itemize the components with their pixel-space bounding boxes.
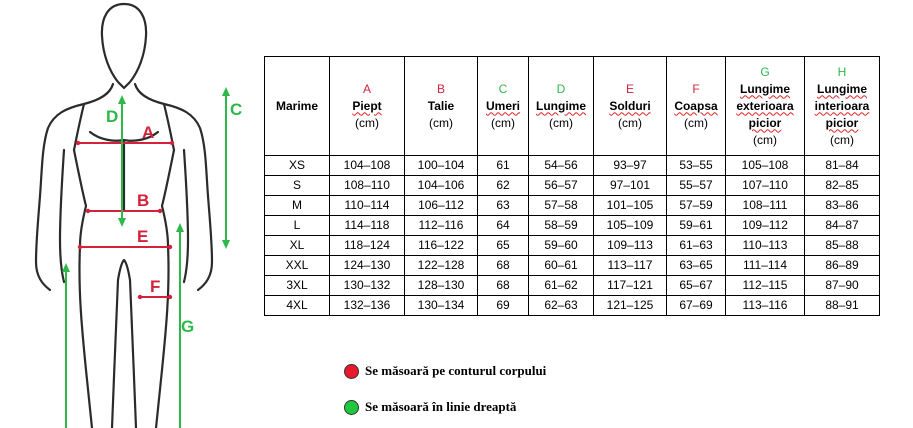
table-cell: 57–59 (667, 196, 726, 216)
table-cell: 55–57 (667, 176, 726, 196)
table-cell: 63 (478, 196, 529, 216)
green-dot-icon (344, 400, 359, 415)
table-cell: 64 (478, 216, 529, 236)
table-cell: 111–114 (726, 256, 805, 276)
table-cell: 110–113 (726, 236, 805, 256)
column-letter: E (625, 81, 634, 96)
table-cell: 114–118 (330, 216, 405, 236)
table-cell: 54–56 (529, 156, 594, 176)
head-outline (102, 4, 146, 88)
inner-leg-outline (112, 260, 136, 428)
column-name: Marime (275, 98, 319, 113)
table-cell: 130–132 (330, 276, 405, 296)
table-cell: 110–114 (330, 196, 405, 216)
table-cell: 108–110 (330, 176, 405, 196)
table-cell: 113–117 (594, 256, 667, 276)
right-arm-inner (184, 150, 188, 282)
column-unit: (cm) (491, 115, 515, 130)
label-e: E (137, 227, 149, 246)
table-cell: 112–116 (405, 216, 478, 236)
table-cell: 116–122 (405, 236, 478, 256)
table-cell: 104–106 (405, 176, 478, 196)
size-table (264, 56, 880, 316)
label-a: A (142, 123, 155, 142)
left-arm-inner (60, 150, 64, 282)
torso-left-outline (36, 84, 113, 290)
label-b: B (137, 191, 150, 210)
table-cell: 100–104 (405, 156, 478, 176)
table-cell: 112–115 (726, 276, 805, 296)
table-cell: 59–60 (529, 236, 594, 256)
label-g: G (181, 317, 195, 336)
table-cell: 113–116 (726, 296, 805, 316)
table-cell: 105–108 (726, 156, 805, 176)
column-name: Umeri (485, 98, 520, 113)
table-row (265, 196, 880, 216)
column-unit: (cm) (429, 115, 453, 130)
size-label-cell: M (265, 196, 330, 216)
table-cell: 109–113 (594, 236, 667, 256)
table-cell: 109–112 (726, 216, 805, 236)
column-unit: (cm) (830, 132, 854, 147)
table-cell: 130–134 (405, 296, 478, 316)
table-cell: 122–128 (405, 256, 478, 276)
column-unit: (cm) (753, 132, 777, 147)
column-unit: (cm) (355, 115, 379, 130)
table-cell: 56–57 (529, 176, 594, 196)
column-name: Lungime (536, 98, 586, 113)
column-unit: (cm) (618, 115, 642, 130)
table-cell: 68 (478, 256, 529, 276)
table-cell: 85–88 (805, 236, 880, 256)
table-cell: 121–125 (594, 296, 667, 316)
column-unit: (cm) (684, 115, 708, 130)
table-cell: 128–130 (405, 276, 478, 296)
table-cell: 87–90 (805, 276, 880, 296)
table-cell: 107–110 (726, 176, 805, 196)
column-name: Solduri (609, 98, 651, 113)
table-cell: 61–62 (529, 276, 594, 296)
table-cell: 106–112 (405, 196, 478, 216)
table-cell: 105–109 (594, 216, 667, 236)
table-cell: 67–69 (667, 296, 726, 316)
table-row (265, 296, 880, 316)
waist-left-outline (74, 150, 92, 428)
body-measurement-figure (0, 0, 250, 428)
column-letter: D (556, 81, 566, 96)
table-cell: 118–124 (330, 236, 405, 256)
column-header-5 (594, 57, 667, 156)
column-letter: B (436, 81, 445, 96)
column-letter: G (760, 64, 770, 79)
table-cell: 60–61 (529, 256, 594, 276)
table-cell: 104–108 (330, 156, 405, 176)
table-row (265, 236, 880, 256)
table-cell: 84–87 (805, 216, 880, 236)
table-cell: 86–89 (805, 256, 880, 276)
table-cell: 97–101 (594, 176, 667, 196)
size-label-cell: XS (265, 156, 330, 176)
legend-curve (344, 363, 546, 379)
column-header-6 (667, 57, 726, 156)
column-name: Lungime exterioara picior (736, 81, 794, 130)
table-row (265, 276, 880, 296)
column-letter: F (692, 81, 700, 96)
column-unit: (cm) (549, 115, 573, 130)
column-letter: H (837, 64, 847, 79)
table-cell: 117–121 (594, 276, 667, 296)
size-label-cell: S (265, 176, 330, 196)
label-c: C (230, 100, 243, 119)
size-label-cell: XXL (265, 256, 330, 276)
column-name: Talie (427, 98, 455, 113)
column-header-7 (726, 57, 805, 156)
table-cell: 108–111 (726, 196, 805, 216)
table-cell: 62 (478, 176, 529, 196)
column-header-8 (805, 57, 880, 156)
table-row (265, 156, 880, 176)
column-header-3 (478, 57, 529, 156)
body-outline-svg (0, 0, 250, 428)
column-letter: A (362, 81, 371, 96)
table-cell: 83–86 (805, 196, 880, 216)
red-dot-icon (344, 364, 359, 379)
table-cell: 93–97 (594, 156, 667, 176)
table-cell: 63–65 (667, 256, 726, 276)
table-cell: 53–55 (667, 156, 726, 176)
table-cell: 57–58 (529, 196, 594, 216)
table-cell: 81–84 (805, 156, 880, 176)
column-header-0 (265, 57, 330, 156)
size-label-cell: XL (265, 236, 330, 256)
legend-straight (344, 399, 516, 415)
size-label-cell: 4XL (265, 296, 330, 316)
label-f: F (150, 277, 161, 296)
table-body (265, 156, 880, 316)
column-name: Lungime interioara picior (814, 81, 870, 130)
legend-straight-text: Se măsoară în linie dreaptă (365, 399, 517, 414)
legend-curve-text: Se măsoară pe conturul corpului (365, 363, 547, 378)
table-cell: 61–63 (667, 236, 726, 256)
torso-right-outline (135, 84, 212, 290)
table-cell: 58–59 (529, 216, 594, 236)
column-letter: C (498, 81, 508, 96)
table-cell: 65 (478, 236, 529, 256)
table-cell: 59–61 (667, 216, 726, 236)
size-label-cell: L (265, 216, 330, 236)
column-header-2 (405, 57, 478, 156)
table-cell: 132–136 (330, 296, 405, 316)
table-cell: 88–91 (805, 296, 880, 316)
column-header-1 (330, 57, 405, 156)
column-name: Coapsa (674, 98, 718, 113)
table-cell: 68 (478, 276, 529, 296)
table-cell: 101–105 (594, 196, 667, 216)
table-cell: 62–63 (529, 296, 594, 316)
table-cell: 65–67 (667, 276, 726, 296)
label-d: D (106, 107, 119, 126)
table-cell: 69 (478, 296, 529, 316)
column-name: Piept (352, 98, 382, 113)
table-cell: 61 (478, 156, 529, 176)
table-row (265, 216, 880, 236)
table-header-row (265, 57, 880, 156)
size-label-cell: 3XL (265, 276, 330, 296)
table-row (265, 256, 880, 276)
column-header-4 (529, 57, 594, 156)
table-row (265, 176, 880, 196)
table-cell: 124–130 (330, 256, 405, 276)
table-cell: 82–85 (805, 176, 880, 196)
